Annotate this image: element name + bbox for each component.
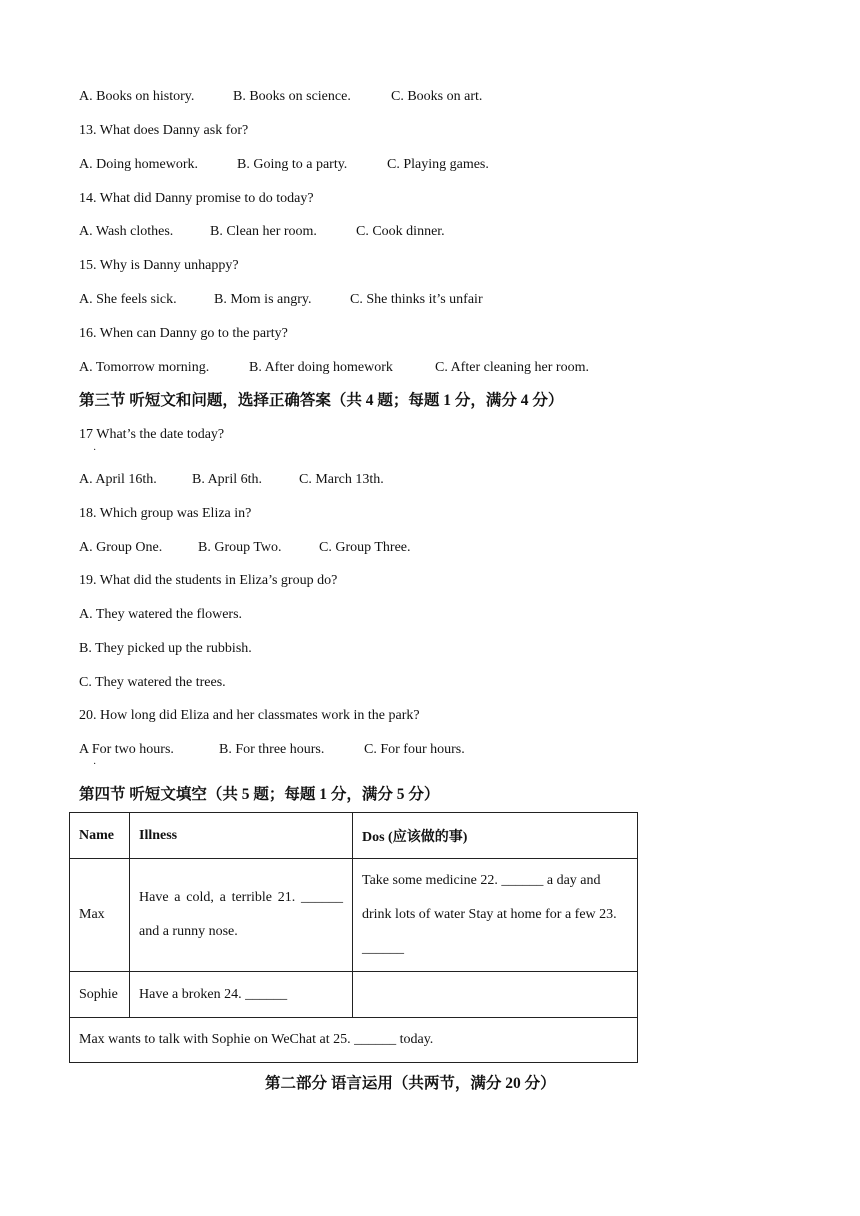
q17-option-b: B. April 6th. bbox=[192, 472, 263, 487]
q20-options bbox=[79, 741, 465, 759]
q14-question: 14. What did Danny promise to do today? bbox=[79, 191, 314, 206]
q13-question: 13. What does Danny ask for? bbox=[79, 123, 249, 138]
table-row bbox=[70, 859, 638, 972]
q18-options bbox=[79, 539, 411, 557]
part2-heading: 第二部分 语言运用（共两节，满分 20 分） bbox=[265, 1075, 556, 1092]
q16-question: 16. When can Danny go to the party? bbox=[79, 326, 288, 341]
section3-heading: 第三节 听短文和问题，选择正确答案（共 4 题；每题 1 分，满分 4 分） bbox=[79, 392, 564, 409]
q13-option-b: B. Going to a party. bbox=[237, 157, 348, 172]
q17-question: 17 What’s the date today? bbox=[79, 427, 225, 442]
q19-option-a: A. They watered the flowers. bbox=[79, 607, 243, 622]
stray-dot: · bbox=[93, 445, 97, 456]
q16-option-c: C. After cleaning her room. bbox=[435, 360, 589, 375]
q19-question: 19. What did the students in Eliza’s group do? bbox=[79, 573, 338, 588]
row-sophie-dos bbox=[353, 972, 638, 1018]
q15-option-c: C. She thinks it’s unfair bbox=[350, 292, 483, 307]
table-footer: Max wants to talk with Sophie on WeChat at 25. ______ today. bbox=[70, 1018, 638, 1063]
q13-option-c: C. Playing games. bbox=[387, 157, 489, 172]
q20-option-c: C. For four hours. bbox=[364, 742, 465, 757]
q13-option-a: A. Doing homework. bbox=[79, 157, 198, 172]
q14-option-b: B. Clean her room. bbox=[210, 224, 317, 239]
q20-option-b: B. For three hours. bbox=[219, 742, 325, 757]
q19-option-c: C. They watered the trees. bbox=[79, 675, 226, 690]
header-dos: Dos (应该做的事) bbox=[353, 813, 638, 859]
q15-option-b: B. Mom is angry. bbox=[214, 292, 312, 307]
section4-heading: 第四节 听短文填空（共 5 题；每题 1 分，满分 5 分） bbox=[79, 786, 440, 803]
table-row bbox=[70, 972, 638, 1018]
q19-option-b: B. They picked up the rubbish. bbox=[79, 641, 252, 656]
q17-option-a: A. April 16th. bbox=[79, 472, 157, 487]
q15-option-a: A. She feels sick. bbox=[79, 292, 177, 307]
q13-options bbox=[79, 156, 489, 174]
q15-question: 15. Why is Danny unhappy? bbox=[79, 258, 239, 273]
q16-option-b: B. After doing homework bbox=[249, 360, 393, 375]
q14-option-c: C. Cook dinner. bbox=[356, 224, 445, 239]
q12-options bbox=[79, 88, 482, 106]
q14-option-a: A. Wash clothes. bbox=[79, 224, 174, 239]
q12-option-c: C. Books on art. bbox=[391, 89, 483, 104]
row-sophie-illness: Have a broken 24. ______ bbox=[130, 972, 353, 1018]
row-max-dos: Take some medicine 22. ______ a day and drink lots of water Stay at home for a few 23. ______ bbox=[353, 859, 638, 972]
q14-options bbox=[79, 223, 445, 241]
table-footer-row bbox=[70, 1018, 638, 1063]
q17-option-c: C. March 13th. bbox=[299, 472, 384, 487]
illness-table bbox=[69, 812, 638, 1063]
header-illness: Illness bbox=[130, 813, 353, 859]
header-name: Name bbox=[70, 813, 130, 859]
q20-option-a: A For two hours. bbox=[79, 742, 174, 757]
q16-options bbox=[79, 359, 589, 377]
row-max-name: Max bbox=[70, 859, 130, 972]
q12-option-b: B. Books on science. bbox=[233, 89, 351, 104]
q15-options bbox=[79, 291, 483, 309]
stray-dot: · bbox=[93, 759, 97, 770]
q17-options bbox=[79, 471, 384, 489]
table-header-row bbox=[70, 813, 638, 859]
q20-question: 20. How long did Eliza and her classmates work in the park? bbox=[79, 708, 420, 723]
q18-option-c: C. Group Three. bbox=[319, 540, 411, 555]
q18-option-a: A. Group One. bbox=[79, 540, 163, 555]
q16-option-a: A. Tomorrow morning. bbox=[79, 360, 210, 375]
q18-question: 18. Which group was Eliza in? bbox=[79, 506, 252, 521]
q18-option-b: B. Group Two. bbox=[198, 540, 282, 555]
row-sophie-name: Sophie bbox=[70, 972, 130, 1018]
q12-option-a: A. Books on history. bbox=[79, 89, 195, 104]
row-max-illness: Have a cold, a terrible 21. ______ and a runny nose. bbox=[130, 859, 353, 972]
